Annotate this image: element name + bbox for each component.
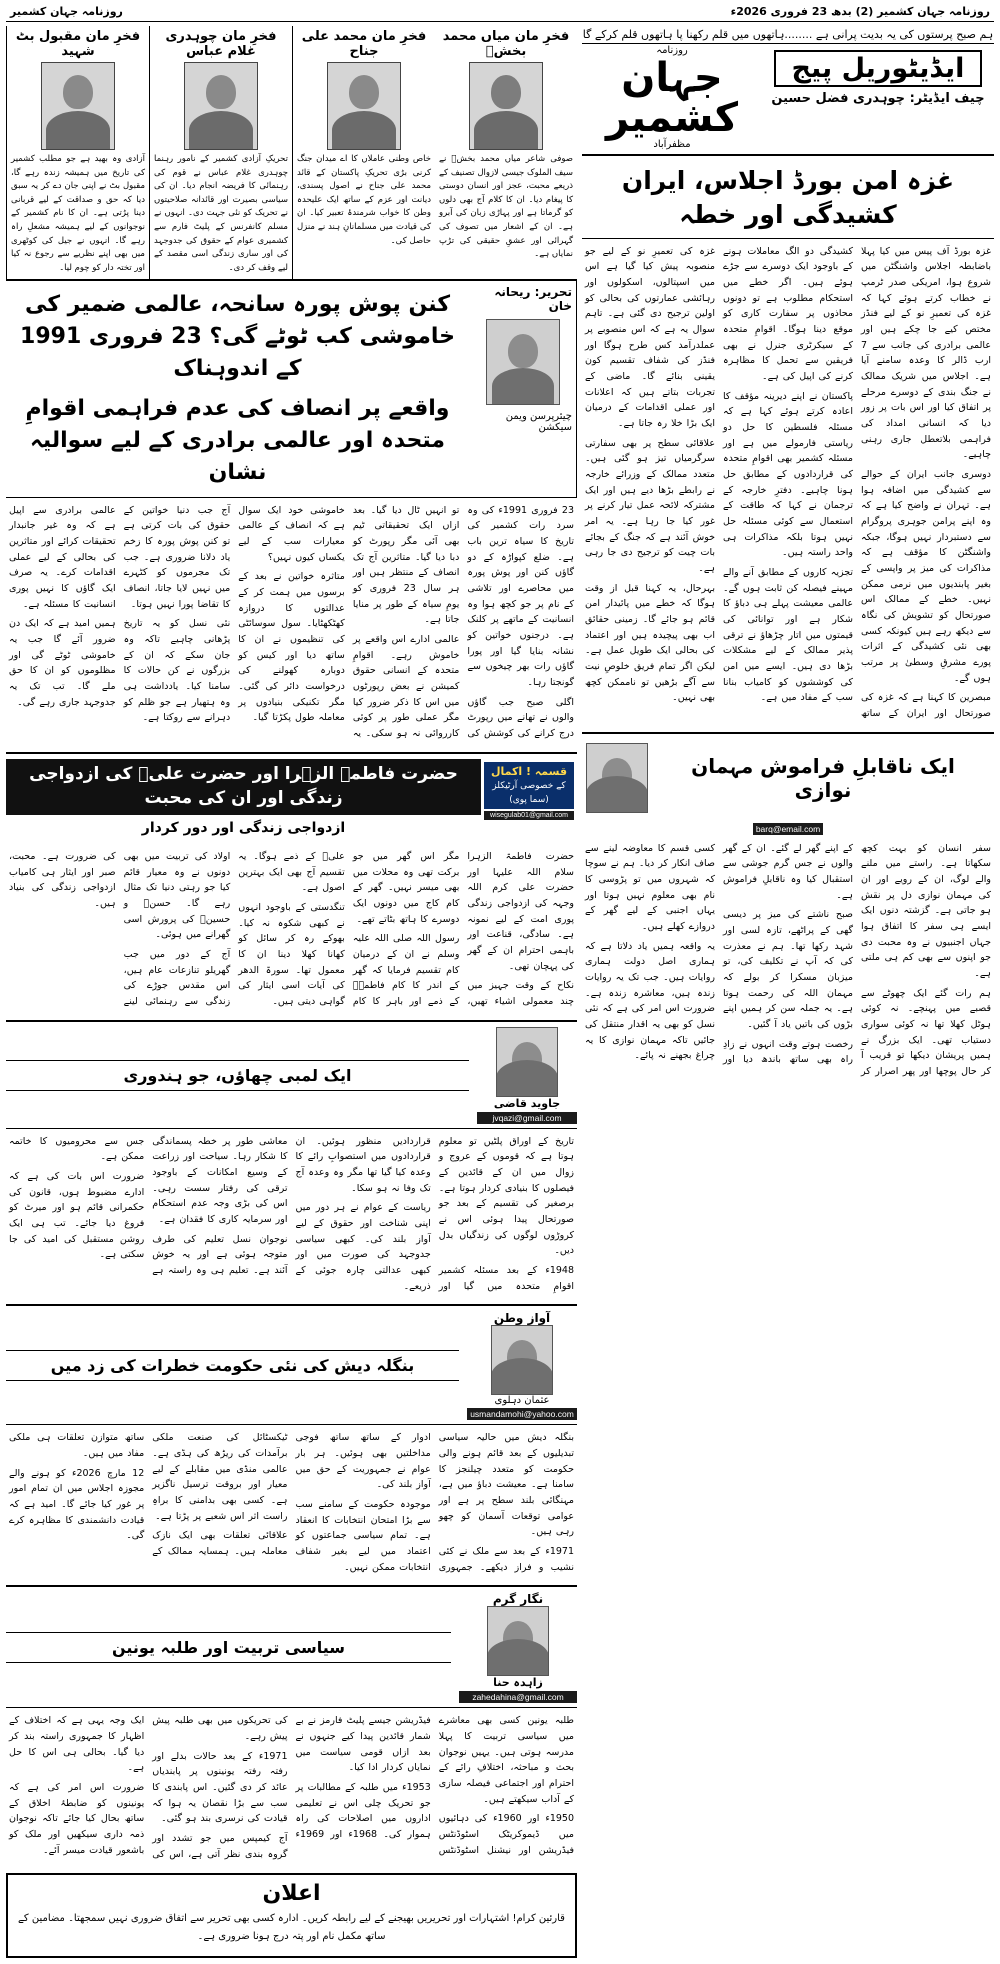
training-author bbox=[459, 1592, 577, 1703]
divider bbox=[6, 1585, 577, 1587]
bangladesh-author-email[interactable]: usmandamohi@yahoo.com bbox=[467, 1408, 577, 1420]
hero-cell bbox=[149, 26, 292, 279]
lead-para: علاقائی سطح پر بھی سفارتی سرگرمیاں تیز ہو گئی ہیں۔ متعدد ممالک کے وزرائے خارجہ نے رابطے بڑھا دیے ہیں اور ایک مشترکہ لائحہ عمل تیار کرنے پر غور کیا جا رہا ہے۔ یہ امر خوش آئند ہے کہ جنگ کے بجائے بات چیت کو ترجیح دی جا رہی ہے۔ bbox=[585, 437, 715, 574]
bangladesh-body bbox=[6, 1425, 577, 1580]
avatar bbox=[496, 1027, 558, 1097]
shadows-author bbox=[477, 1027, 577, 1124]
page-main-grid bbox=[6, 26, 994, 1958]
barq-para: ہم رات گئے ایک چھوٹے سے قصبے میں پہنچے۔ نہ کوئی ہوٹل کھلا تھا نہ کوئی سواری دستیاب تھی۔ ایک بزرگ نے ہمیں پریشان دیکھا تو قریب آ کر حال پوچھا اور پھر اصرار کر کے اپنے گھر لے گئے۔ ان کے گھر والوں نے جس گرم جوشی سے استقبال کیا وہ ناقابلِ فراموش ہے۔ bbox=[723, 842, 991, 1078]
masthead-name: جہان کشمیر bbox=[606, 55, 738, 141]
pen-badge-email[interactable]: wisegulab01@gmail.com bbox=[484, 811, 574, 820]
training-headline: سیاسی تربیت اور طلبہ یونین bbox=[6, 1632, 451, 1663]
feature-headline-line1: کنن پوش پورہ سانحہ، عالمی ضمیر کی خاموشی کب ٹوٹے گی؟ 23 فروری 1991 کے اندوہناک bbox=[20, 292, 455, 382]
barq-email[interactable]: barq@email.com bbox=[753, 823, 823, 835]
lead-para: غزہ کی تعمیرِ نو کے لیے جو منصوبہ پیش کیا گیا ہے اس میں اسپتالوں، اسکولوں اور رہائشی عمارتوں کی بحالی کو اولین ترجیح دی گئی ہے۔ تاہم سوال یہ ہے کہ اس منصوبے پر عملدرآمد کس طرح ہوگا اور فنڈز کی شفاف تقسیم کون یقینی بنائے گا۔ ماضی کے تجربات بتاتے ہیں کہ اعلانات اور عملی اقدامات کے درمیان ایک بڑا خلا رہ جاتا ہے۔ bbox=[585, 245, 715, 429]
avatar bbox=[487, 1606, 549, 1676]
heroes-photo-row bbox=[6, 26, 577, 281]
hero-text: تحریکِ آزادی کشمیر کے نامور رہنما چوہدری غلام عباس نے قوم کی رہنمائی کا فریضہ انجام دیا۔ ان کی سیاسی بصیرت اور قائدانہ صلاحیتوں نے تحریک کو نئی جہت دی۔ انہوں نے مسلم کانفرنس کے پلیٹ فارم سے کشمیری عوام کے حقوق کی جدوجہد کی اور ساری زندگی اسی مقصد کے لیے وقف کر دی۔ bbox=[154, 154, 288, 273]
training-para: ضرورت اس امر کی ہے کہ یونینوں کو ضابطۂ اخلاق کے ساتھ بحال کیا جائے تاکہ نوجوان ذمہ داری سیکھیں اور ملک کو باشعور قیادت میسر آئے۔ bbox=[9, 1782, 145, 1856]
shadows-author-email[interactable]: jvqazi@gmail.com bbox=[477, 1112, 577, 1124]
lead-para: پاکستان نے اپنے دیرینہ مؤقف کا اعادہ کرتے ہوئے کہا ہے کہ مسئلہ فلسطین کا حل دو ریاستی فارمولے میں ہے اور مسئلہ کشمیر بھی اقوامِ متحدہ کی قراردادوں کے مطابق حل ہونا چاہیے۔ دفترِ خارجہ کے ترجمان نے کہا کہ طاقت کے استعمال سے کوئی مسئلہ حل نہیں ہوتا بلکہ مذاکرات ہی واحد راستہ ہیں۔ bbox=[723, 390, 853, 559]
training-author-email[interactable]: zahedahina@gmail.com bbox=[459, 1691, 577, 1703]
masthead-title-block bbox=[762, 44, 994, 150]
pen-badge-line2: کے خصوصی آرٹیکلز bbox=[492, 781, 566, 792]
marriage-para: آج کے دور میں جب گھریلو تنازعات عام ہیں، اس مقدس جوڑے کی زندگی سے رہنمائی لینے کی ضرورت ہے۔ محبت، صبر اور ایثار ہی کامیاب ازدواجی زندگی کی بنیاد ہیں۔ bbox=[9, 850, 231, 1007]
hero-portrait bbox=[469, 62, 543, 150]
avatar bbox=[586, 743, 648, 813]
portrait-shoulders bbox=[474, 111, 538, 149]
hero-text: آزادی وہ بھید ہے جو مطلب کشمیر کی تاریخ میں ہمیشہ زندہ رہے گا، مقبول بٹ نے اپنی جان دے کر یہ سبق دیا کہ حق و صداقت کے لیے قربانی دینا پڑتی ہے۔ ان کا نام کشمیر کے نوجوانوں کے لیے ہمیشہ مشعلِ راہ رہے گا۔ انہوں نے جیل کی کوٹھری میں بھی اپنے نظریے سے رجوع نہ کیا اور تختہ دار کو چوم لیا۔ bbox=[11, 154, 145, 273]
hero-cell bbox=[6, 26, 149, 279]
masthead bbox=[582, 44, 994, 156]
announcement-box bbox=[6, 1873, 577, 1958]
feature-para: متاثرہ خواتین نے بعد کے برسوں میں ہمت کر کے عدالتوں کا دروازہ کھٹکھٹایا۔ سول سوسائٹی کی تنظیموں نے ان کا ساتھ دیا اور کیس کو دوبارہ کھولنے کی درخواست دائر کی گئی۔ مگر تکنیکی بنیادوں پر معاملہ طول پکڑتا گیا۔ bbox=[238, 571, 345, 724]
avatar-head bbox=[508, 334, 538, 368]
bangladesh-para: ٹیکسٹائل کی صنعت ملکی برآمدات کی ریڑھ کی ہڈی ہے۔ عالمی منڈی میں مقابلے کے لیے معیار اور بروقت ترسیل ناگزیر ہے۔ کسی بھی بدامنی کا براہِ راست اثر اس شعبے پر پڑتا ہے۔ bbox=[152, 1432, 288, 1522]
marriage-para: حضرت فاطمۃ الزہرا سلام اللہ علیہا اور حضرت علی کرم اللہ وجہہ کی ازدواجی زندگی پوری امت کے لیے نمونہ ہے۔ سادگی، قناعت اور باہمی احترام ان کے گھر کی پہچان تھی۔ bbox=[467, 850, 574, 972]
shadows-para: 1948ء کے بعد مسئلہ کشمیر اقوامِ متحدہ میں گیا اور قراردادیں منظور ہوئیں۔ ان قراردادوں میں استصوابِ رائے کا وعدہ کیا گیا تھا مگر وہ وعدہ آج تک وفا نہ ہو سکا۔ bbox=[295, 1135, 574, 1292]
feature-para: نئی نسل کو یہ تاریخ پڑھانی چاہیے تاکہ وہ جان سکے کہ ان کے بزرگوں نے کن حالات کا سامنا کیا۔ یادداشت ہی وہ ہتھیار ہے جو ظلم کو دہرانے سے روکتا ہے۔ bbox=[123, 618, 231, 724]
pen-badge-line1: قسمہ ! اکمال bbox=[490, 764, 568, 778]
announcement-title: اعلان bbox=[262, 1881, 321, 1907]
masthead-logo bbox=[582, 44, 762, 150]
training-para: 1953ء میں طلبہ کے مطالبات پر جو تحریک چلی اس نے تعلیمی اداروں میں اصلاحات کی راہ ہموار کی۔ 1968ء اور 1969ء کی تحریکوں میں بھی طلبہ پیش پیش رہے۔ bbox=[152, 1715, 431, 1841]
barq-headline-wrap bbox=[656, 749, 990, 807]
bangladesh-para: موجودہ حکومت کے سامنے سب سے بڑا امتحان انتخابات کا انعقاد ہے۔ تمام سیاسی جماعتوں کو اعتماد میں لیے بغیر شفاف انتخابات ممکن نہیں۔ bbox=[295, 1499, 431, 1573]
lead-para: مبصرین کا کہنا ہے کہ غزہ کی صورتحال اور ایران کے ساتھ کشیدگی دو الگ معاملات ہونے کے باوجود ایک دوسرے سے جڑے ہوئے ہیں۔ اگر خطے میں استحکام مطلوب ہے تو دونوں محاذوں پر سفارت کاری کو موقع دینا ہوگا۔ اقوامِ متحدہ کے سیکرٹری جنرل نے بھی فریقین سے تحمل کا مظاہرہ کرنے کی اپیل کی ہے۔ bbox=[723, 245, 991, 719]
marriage-para: رسول اللہ صلی اللہ علیہ وسلم نے ان کے درمیان کام تقسیم فرمایا کہ گھر کے اندر کا کام فاطمہؓ کے ذمے اور باہر کا کام علیؓ کے ذمے ہوگا۔ یہ تقسیم آج بھی ایک بہترین اصول ہے۔ bbox=[238, 850, 460, 1007]
shadows-para: نوجوان نسل تعلیم کی طرف متوجہ ہوئی ہے اور یہ خوش آئند ہے۔ تعلیم ہی وہ راستہ ہے جس سے محرومیوں کا خاتمہ ممکن ہے۔ bbox=[9, 1135, 288, 1277]
portrait-head bbox=[206, 75, 236, 109]
avatar-shoulders bbox=[496, 1060, 558, 1096]
top-strip-right-label: روزنامہ جہان کشمیر bbox=[10, 5, 123, 18]
training-para: 1950ء اور 1960ء کی دہائیوں میں ڈیموکریٹک اسٹوڈنٹس فیڈریشن اور نیشنل اسٹوڈنٹس فیڈریشن جیسے پلیٹ فارمز نے بے شمار قائدین پیدا کیے جنہوں نے بعد ازاں قومی سیاست میں نمایاں کردار ادا کیا۔ bbox=[295, 1715, 574, 1856]
bangladesh-para: 1971ء کے بعد سے ملک نے کئی نشیب و فراز دیکھے۔ جمہوری ادوار کے ساتھ ساتھ فوجی مداخلتیں بھی ہوئیں۔ ہر بار عوام نے جمہوریت کے حق میں آواز بلند کی۔ bbox=[295, 1432, 574, 1573]
hero-text: صوفی شاعر میاں محمد بخشؒ نے سیف الملوک جیسی لازوال تصنیف کے ذریعے محبت، عجز اور انسان دوستی کا پیغام دیا۔ ان کا کلام آج بھی دلوں کو گرماتا ہے اور پہاڑی زبان کی آبرو ہے۔ ان کے اشعار میں تصوف کی گہرائی اور عشقِ حقیقی کی تڑپ نمایاں ہے۔ bbox=[439, 154, 573, 260]
training-author-name: زاہدہ حنا bbox=[493, 1676, 543, 1690]
portrait-head bbox=[63, 75, 93, 109]
portrait-head bbox=[349, 75, 379, 109]
avatar-shoulders bbox=[487, 1639, 549, 1675]
divider bbox=[582, 732, 994, 734]
feature-author bbox=[469, 281, 577, 496]
hero-portrait bbox=[41, 62, 115, 150]
hero-cell bbox=[292, 26, 435, 279]
hero-cell bbox=[435, 26, 577, 279]
marriage-body bbox=[6, 844, 577, 1015]
avatar bbox=[491, 1325, 553, 1395]
barq-body bbox=[582, 836, 994, 1085]
feature-para: آج جب دنیا خواتین کے حقوق کی بات کرتی ہے تو کنن پوش پورہ کا زخم یاد دلانا ضروری ہے۔ جب تک مجرموں کو کٹہرے میں نہیں لایا جاتا، انصاف کا تقاضا پورا نہیں ہوتا۔ bbox=[123, 504, 231, 610]
avatar-shoulders bbox=[492, 368, 554, 404]
masthead-city: مظفرآباد bbox=[653, 139, 691, 150]
training-column-name: نگارِ گرم bbox=[492, 1592, 544, 1607]
barq-headline: ایک ناقابلِ فراموش مہمان نوازی bbox=[691, 753, 955, 802]
lead-para: دوسری جانب ایران کے حوالے سے کشیدگی میں اضافہ ہوا ہے۔ تہران نے واضح کیا ہے کہ وہ اپنے پرامن جوہری پروگرام سے دستبردار نہیں ہوگا، جبکہ واشنگٹن کا مؤقف ہے کہ مذاکرات کی میز پر واپسی کے بغیر پابندیوں میں نرمی ممکن نہیں۔ خطے کے ممالک اس صورتحال کو تشویش کی نگاہ سے دیکھ رہے ہیں کیونکہ کسی بھی نئی کشیدگی کے اثرات پورے مشرقِ وسطیٰ پر مرتب ہوں گے۔ bbox=[861, 468, 991, 684]
top-strip-left-label: روزنامہ جہان کشمیر (2) بدھ 23 فروری 2026ء bbox=[730, 5, 990, 18]
training-para: 1971ء کے بعد حالات بدلے اور رفتہ رفتہ یونینوں پر پابندیاں عائد کر دی گئیں۔ اس پابندی کا سب سے بڑا نقصان یہ ہوا کہ قیادت کی نرسری بند ہو گئی۔ bbox=[152, 1750, 288, 1825]
divider bbox=[6, 1304, 577, 1306]
bangladesh-para: بنگلہ دیش میں حالیہ سیاسی تبدیلیوں کے بعد قائم ہونے والی حکومت کو متعدد چیلنجز کا سامنا ہے۔ معیشت دباؤ میں ہے، مہنگائی بلند سطح پر ہے اور عوامی توقعات آسمان کو چھو رہی ہیں۔ bbox=[438, 1432, 574, 1538]
hero-portrait bbox=[184, 62, 258, 150]
barq-email-wrap bbox=[582, 817, 994, 836]
training-para: طلبہ یونین کسی بھی معاشرے میں سیاسی تربیت کا پہلا مدرسہ ہوتی ہیں۔ یہیں نوجوان بحث و مباحثہ، اختلافِ رائے کے احترام اور اجتماعی فیصلہ سازی کے آداب سیکھتے ہیں۔ bbox=[438, 1715, 574, 1805]
feature-para: اگلی صبح جب گاؤں والوں نے تھانے میں رپورٹ درج کرانے کی کوشش کی تو انہیں ٹال دیا گیا۔ بعد ازاں ایک تحقیقاتی ٹیم بھی آئی مگر رپورٹ کو دبا دیا گیا۔ متاثرین آج تک انصاف کے منتظر ہیں اور ہر سال 23 فروری کو یومِ سیاہ کے طور پر منایا جاتا ہے۔ bbox=[352, 504, 574, 740]
marriage-head-row bbox=[6, 759, 577, 844]
shadows-body bbox=[6, 1129, 577, 1300]
barq-para: رخصت ہوتے وقت انہوں نے زادِ راہ بھی ساتھ باندھ دیا اور کسی قسم کا معاوضہ لینے سے صاف انکار کر دیا۔ ہم نے سوچا کہ شہروں میں تو پڑوسی کا نام بھی معلوم نہیں ہوتا اور یہاں اجنبی کے لیے گھر کے دروازے کھلے ہیں۔ bbox=[585, 842, 853, 1066]
barq-para: صبح ناشتے کی میز پر دیسی گھی کے پراٹھے، تازہ لسی اور شہد رکھا تھا۔ ہم نے معذرت کی کہ آپ نے تکلیف کی، تو میزبان مسکرا کر بولے کہ مہمان اللہ کی رحمت ہوتا ہے۔ یہ جملہ سن کر ہمیں اپنے بڑوں کی باتیں یاد آ گئیں۔ bbox=[723, 909, 853, 1031]
bangladesh-para: 12 مارچ 2026ء کو ہونے والے مجوزہ اجلاس میں ان تمام امور پر غور کیا جائے گا۔ امید ہے کہ قیادت دانشمندی کا مظاہرہ کرے گی۔ bbox=[9, 1467, 145, 1542]
shadows-author-name: جاوید قاضی bbox=[493, 1096, 561, 1110]
marriage-para: تنگدستی کے باوجود انہوں نے کبھی شکوہ نہ کیا۔ بھوکے رہ کر سائل کو کھانا کھلا دینا ان کا معمول تھا۔ سورۃ الدھر کی آیات اسی ایثار کی گواہی دیتی ہیں۔ bbox=[238, 901, 345, 1007]
feature-para: عالمی برادری سے اپیل ہے کہ وہ غیر جانبدار تحقیقات کرائے اور متاثرین کی بحالی کے لیے عملی اقدامات کرے۔ یہ صرف ایک گاؤں کا نہیں پوری انسانیت کا مسئلہ ہے۔ bbox=[9, 504, 116, 610]
edition-page-label: ایڈیٹوریل پیج bbox=[774, 50, 983, 87]
portrait-shoulders bbox=[189, 111, 253, 149]
bangladesh-column-name: آوازِ وطن bbox=[493, 1311, 551, 1326]
marriage-headline: حضرت فاطمہ الزہرا اور حضرت علیؓ کی ازدواجی زندگی اور ان کی محبت bbox=[6, 759, 481, 816]
lead-body bbox=[582, 239, 994, 727]
page-top-strip bbox=[6, 4, 994, 22]
barq-para: یہ واقعہ ہمیں یاد دلاتا ہے کہ ہماری اصل دولت ہماری روایات ہیں۔ جب تک یہ روایات زندہ ہیں، معاشرہ زندہ ہے۔ ضرورت اس امر کی ہے کہ نئی نسل کو بھی یہ اقدار منتقل کی جائیں تاکہ مہمان نوازی کا یہ چراغ بجھنے نہ پائے۔ bbox=[585, 940, 715, 1062]
marriage-subhead: ازدواجی زندگی اور دور کردار bbox=[141, 820, 346, 837]
bangladesh-author bbox=[467, 1311, 577, 1420]
training-head-row bbox=[6, 1592, 577, 1708]
hero-title: فخرِ مان مقبول بٹ شہید bbox=[15, 29, 141, 59]
announcement-text: قارئین کرام! اشتہارات اور تحریریں بھیجنے کے لیے رابطہ کریں۔ ادارہ کسی بھی تحریر سے اتفاق ضروری نہیں سمجھتا۔ مضامین کے ساتھ مکمل نام اور پتہ درج ہونا ضروری ہے۔ bbox=[18, 1913, 565, 1943]
feature-headline-line2: واقعے پر انصاف کی عدم فراہمی اقوامِ متحدہ اور عالمی برادری کے لیے سوالیہ نشان bbox=[25, 396, 450, 485]
chief-editor-label: چیف ایڈیٹر: چوہدری فضل حسین bbox=[771, 91, 985, 106]
lead-para: غزہ بورڈ آف پیس میں کیا پہلا باضابطہ اجلاس واشنگٹن میں شروع ہوا، امریکی صدر ٹرمپ نے خطاب کرتے ہوئے کہا کہ غزہ کی تعمیرِ نو کے لیے فنڈز مختص کیے جا چکے ہیں اور عالمی برادری کی جانب سے 7 ارب ڈالر کا وعدہ سامنے آیا ہے۔ اجلاس میں شریک ممالک نے جنگ بندی کے دوسرے مرحلے پر اتفاق کیا اور اس بات پر زور دیا کہ انسانی امداد کی فراہمی بلاتعطل جاری رہنی چاہیے۔ bbox=[861, 245, 991, 461]
feature-para: 23 فروری 1991ء کی وہ سرد رات کشمیر کی تاریخ کا سیاہ ترین باب ہے۔ ضلع کپواڑہ کے دو گاؤں کنن اور پوش پورہ میں محاصرے اور تلاشی کے نام پر جو کچھ ہوا وہ انسانیت کے ماتھے پر کلنک ہے۔ درجنوں خواتین کو نشانہ بنایا گیا اور پورا گاؤں رات بھر چیخوں سے گونجتا رہا۔ bbox=[467, 504, 574, 689]
left-column bbox=[6, 26, 577, 1958]
feature-author-role: چیئرپرسن ویمن سیکشن bbox=[505, 411, 572, 434]
shadows-head-row bbox=[6, 1027, 577, 1129]
paper-slogan: ہم صبح پرستوں کی یہ بدیت پرانی ہے ........ہاتھوں میں قلم رکھنا پا ہاتھوں قلم کرکے گا bbox=[582, 26, 994, 44]
lead-para: بہرحال، یہ کہنا قبل از وقت ہوگا کہ خطے میں پائیدار امن قائم ہو جائے گا۔ زمینی حقائق اب بھی پیچیدہ ہیں اور اعتماد کی بحالی ایک طویل عمل ہے۔ لیکن اگر تمام فریق خلوصِ نیت سے آگے بڑھیں تو ناممکن کچھ بھی نہیں۔ bbox=[585, 582, 715, 704]
avatar-shoulders bbox=[586, 776, 648, 812]
bangladesh-head-row bbox=[6, 1311, 577, 1425]
feature-para: ہمیں امید ہے کہ ایک دن ضرور آئے گا جب یہ خاموشی ٹوٹے گی اور مظلوموں کو ان کا حق ملے گا۔ تب تک یہ جدوجہد جاری رہے گی۔ bbox=[9, 618, 116, 708]
training-body bbox=[6, 1708, 577, 1867]
feature-head-row bbox=[6, 281, 577, 497]
feature-para: عالمی ادارے اس واقعے پر خاموش رہے۔ اقوامِ متحدہ کے انسانی حقوق کمیشن نے بعض رپورٹوں میں اس کا ذکر ضرور کیا مگر عملی طور پر کوئی کارروائی نہ ہو سکی۔ یہ خاموشی خود ایک سوال ہے کہ انصاف کے عالمی معیارات سب کے لیے یکساں کیوں نہیں؟ bbox=[238, 504, 460, 740]
bangladesh-author-sub: عثمان دہلوی bbox=[494, 1395, 550, 1407]
portrait-shoulders bbox=[46, 111, 110, 149]
training-para: آج کیمپس میں جو تشدد اور گروہ بندی نظر آتی ہے، اس کی ایک وجہ یہی ہے کہ اختلاف کے اظہار کا جمہوری راستہ بند کر دیا گیا۔ بحالی ہی اس کا حل ہے۔ bbox=[9, 1715, 288, 1860]
shadows-para: ریاست کے عوام نے ہر دور میں اپنی شناخت اور حقوق کے لیے آواز بلند کی۔ کبھی سیاسی جدوجہد کی صورت میں اور کبھی عدالتی چارہ جوئی کے ذریعے۔ bbox=[295, 1202, 431, 1292]
divider bbox=[6, 752, 577, 754]
divider bbox=[6, 1020, 577, 1022]
avatar-shoulders bbox=[491, 1358, 553, 1394]
barq-byline bbox=[582, 739, 994, 817]
shadows-para: معاشی طور پر خطہ پسماندگی کا شکار رہا۔ سیاحت اور زراعت کے وسیع امکانات کے باوجود ترقی کی رفتار سست رہی۔ اس کی بڑی وجہ عدم استحکام اور سرمایہ کاری کا فقدان ہے۔ bbox=[152, 1135, 288, 1226]
avatar bbox=[486, 319, 560, 405]
lead-headline: غزہ امن بورڈ اجلاس، ایران کشیدگی اور خطہ bbox=[582, 156, 994, 239]
hero-title: فخرِ مان محمد علی جناح bbox=[301, 29, 427, 59]
hero-title: فخرِ مان چوہدری غلام عباس bbox=[165, 29, 277, 59]
lead-para: تجزیہ کاروں کے مطابق آنے والے مہینے فیصلہ کن ثابت ہوں گے۔ عالمی معیشت پہلے ہی دباؤ کا شکار ہے اور توانائی کی قیمتوں میں اتار چڑھاؤ نے ترقی پذیر ممالک کے لیے مشکلات بڑھا دی ہیں۔ ایسے میں امن کی کوششوں کو کامیاب بنانا سب کے مفاد میں ہے۔ bbox=[723, 566, 853, 704]
marriage-para: نکاح کے وقت جہیز میں چند معمولی اشیاء تھیں، مگر اس گھر میں جو برکت تھی وہ محلات میں بھی میسر نہیں۔ گھر کے کام کاج میں دونوں ایک دوسرے کا ہاتھ بٹاتے تھے۔ bbox=[352, 850, 574, 1007]
feature-author-label: تحریر: ریحانہ خان bbox=[494, 285, 572, 314]
shadows-para: تاریخ کے اوراق پلٹیں تو معلوم ہوتا ہے کہ قوموں کے عروج و زوال میں ان کے قائدین کے فیصلوں کا بنیادی کردار ہوتا ہے۔ برصغیر کی تقسیم کے بعد جو صورتحال پیدا ہوئی اس نے کروڑوں لوگوں کی زندگیاں بدل دیں۔ bbox=[438, 1135, 574, 1257]
marriage-pen-badge bbox=[481, 759, 577, 844]
pen-badge-line3: (سما پوی) bbox=[509, 794, 549, 805]
hero-title: فخرِ مان میاں محمد بخشؒ bbox=[442, 29, 570, 59]
feature-body bbox=[6, 498, 577, 747]
masthead-kicker: روزنامہ bbox=[656, 45, 688, 56]
shadows-para: ضرورت اس بات کی ہے کہ ادارے مضبوط ہوں، قانون کی حکمرانی قائم ہو اور میرٹ کو فروغ دیا جائے۔ تب ہی ایک روشن مستقبل کی امید کی جا سکتی ہے۔ bbox=[9, 1171, 145, 1261]
barq-para: سفر انسان کو بہت کچھ سکھاتا ہے۔ راستے میں ملنے والے لوگ، ان کے رویے اور ان کی مہمان نوازی دل پر نقش ہو جاتی ہے۔ گزشتہ دنوں ایک ایسے ہی سفر کا اتفاق ہوا جہاں اجنبیوں نے وہ محبت دی جو اپنوں سے بھی کم ہی ملتی ہے۔ bbox=[861, 842, 991, 980]
bangladesh-para: علاقائی تعلقات بھی ایک نازک معاملہ ہیں۔ ہمسایہ ممالک کے ساتھ متوازن تعلقات ہی ملکی مفاد میں ہیں۔ bbox=[9, 1432, 288, 1558]
bangladesh-headline: بنگلہ دیش کی نئی حکومت خطرات کی زد میں bbox=[6, 1350, 459, 1381]
marriage-para: اولاد کی تربیت میں بھی دونوں نے وہ معیار قائم کیا جو رہتی دنیا تک مثال رہے گا۔ حسنؓ و حسینؓ کی پرورش اسی گھرانے میں ہوئی۔ bbox=[123, 850, 231, 941]
portrait-head bbox=[491, 75, 521, 109]
hero-text: خاص وطنی عاملاں کا اے میدان جنگ کرنی بڑی تحریکِ پاکستان کے قائد محمد علی جناح نے اصول پسندی، دیانت اور عزم کے ساتھ ایک علیحدہ وطن کا خواب شرمندۂ تعبیر کیا۔ ان کی قیادت میں مسلمانانِ ہند نے منزل حاصل کی۔ bbox=[297, 154, 431, 246]
hero-portrait bbox=[327, 62, 401, 150]
shadows-headline: ایک لمبی چھاؤں، جو ہندوری bbox=[6, 1060, 469, 1091]
portrait-shoulders bbox=[332, 111, 396, 149]
right-column bbox=[582, 26, 994, 1958]
